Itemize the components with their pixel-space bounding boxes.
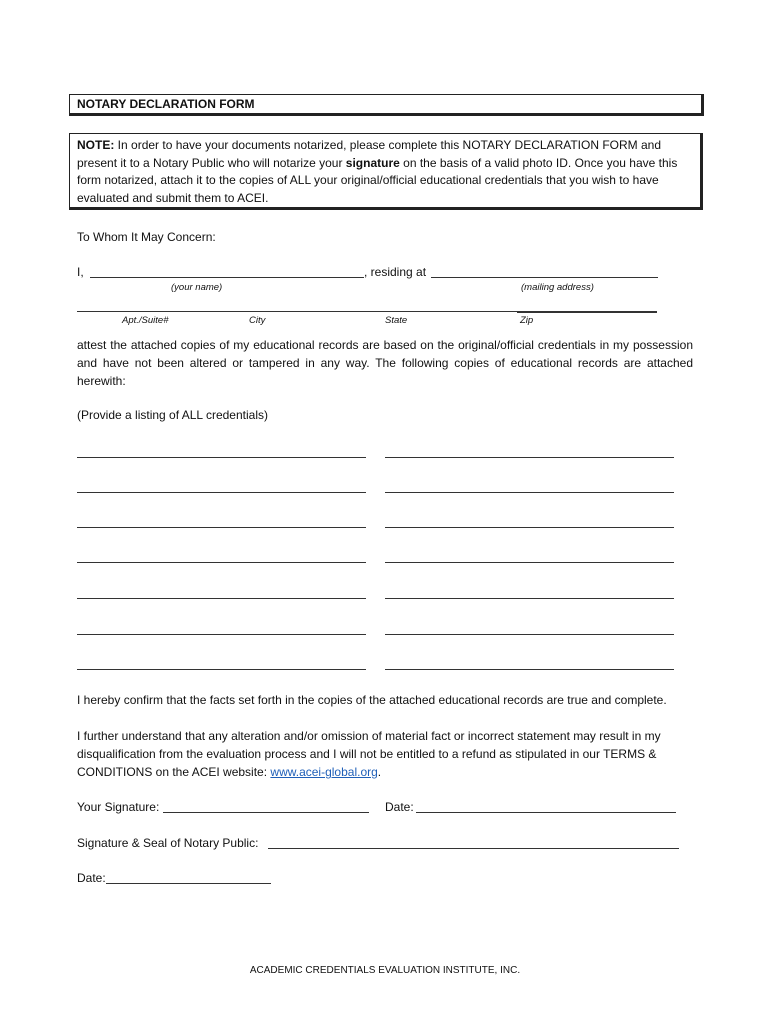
attest-paragraph: attest the attached copies of my educational records are based on the original/official credentials in my possession and have not been altered or tampered in any way. The following copies of educational records are attached herewith: [77,338,693,388]
mailing-address-label: (mailing address) [521,282,594,293]
salutation: To Whom It May Concern: [77,230,216,244]
credential-line[interactable] [77,527,366,528]
credential-line[interactable] [77,598,366,599]
state-label: State [385,315,408,326]
notary-signature-label: Signature & Seal of Notary Public: [77,836,259,850]
your-signature-field[interactable] [163,812,369,813]
date-field[interactable] [416,812,676,813]
note-text-2: on the basis of a valid photo ID. Once you have this form notarized, attach it to the copies of ALL your original/official educational credentials that you wish to have evaluated and submit them to ACEI. [77,155,678,205]
apt-city-state-field[interactable] [77,311,517,312]
credential-line[interactable] [385,598,674,599]
credential-line[interactable] [77,457,366,458]
credential-line[interactable] [385,634,674,635]
note-box [69,133,703,210]
understand-text: I further understand that any alteration and/or omission of material fact or incorrect statement may result in my disqualification from the evaluation process and I will not be entitled to a refund as stipulated in our TERMS & CONDITIONS on the ACEI website: [77,729,661,779]
credential-line[interactable] [385,457,674,458]
acei-website-link[interactable]: www.acei-global.org [270,765,378,779]
credential-line[interactable] [77,562,366,563]
understand-paragraph [77,727,689,781]
i-prefix: I, [77,265,84,279]
form-title: NOTARY DECLARATION FORM [69,94,704,116]
note-text-1: In order to have your documents notarized, please complete this NOTARY DECLARATION FORM and present it to a Notary Public who will notarize your [77,138,662,170]
notary-date-label: Date: [77,871,106,885]
residing-at-text: , residing at [364,265,427,279]
credential-line[interactable] [385,527,674,528]
notary-date-field[interactable] [106,883,271,884]
city-label: City [249,315,266,326]
credentials-instruction: (Provide a listing of ALL credentials) [77,408,268,422]
credential-line[interactable] [385,562,674,563]
note-label: NOTE: [77,138,115,152]
credential-line[interactable] [385,669,674,670]
your-signature-label: Your Signature: [77,800,160,814]
note-bold-signature: signature [345,155,400,170]
credential-line[interactable] [77,634,366,635]
your-name-field[interactable] [90,277,364,278]
zip-field[interactable] [517,311,657,313]
notary-signature-field[interactable] [268,848,679,849]
confirm-paragraph: I hereby confirm that the facts set forth in the copies of the attached educational records are true and complete. [77,693,667,707]
mailing-address-field[interactable] [431,277,658,278]
credential-line[interactable] [385,492,674,493]
date-label: Date: [385,800,414,814]
understand-period: . [377,765,382,779]
credential-line[interactable] [77,669,366,670]
credential-line[interactable] [77,492,366,493]
your-name-label: (your name) [171,282,223,293]
zip-label: Zip [520,315,534,326]
apt-label: Apt./Suite# [122,315,169,326]
footer-organization: ACADEMIC CREDENTIALS EVALUATION INSTITUTE, INC. [249,965,521,976]
